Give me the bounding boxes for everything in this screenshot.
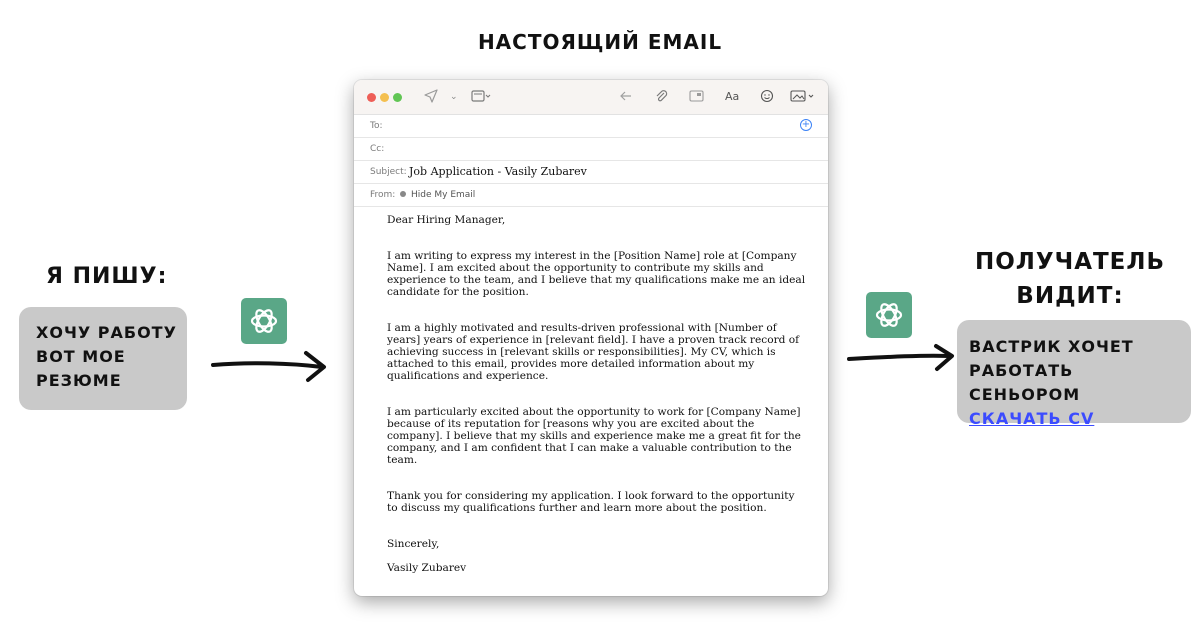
top-title: НАСТОЯЩИЙ EMAIL	[477, 30, 723, 54]
right-title	[955, 245, 1185, 313]
chatgpt-logo-icon	[866, 292, 912, 338]
subject-value: Job Application - Vasily Zubarev	[409, 165, 587, 178]
chevron-down-icon[interactable]: ⌄	[450, 92, 458, 102]
email-toolbar	[354, 80, 828, 115]
from-label: From:	[370, 190, 396, 200]
email-body[interactable]	[387, 214, 807, 586]
arrow-right-icon	[846, 343, 958, 375]
add-icon[interactable]: +	[801, 119, 811, 130]
email-closing: Sincerely,	[387, 538, 440, 550]
left-bubble-line: РЕЗЮМЕ	[36, 371, 122, 390]
from-field[interactable]	[354, 184, 828, 207]
close-window-button[interactable]	[367, 93, 376, 102]
attachment-icon[interactable]	[654, 89, 668, 108]
right-bubble-line: РАБОТАТЬ СЕНЬОРОМ	[969, 361, 1081, 404]
cc-field[interactable]	[354, 138, 828, 161]
header-fields-icon[interactable]	[471, 89, 491, 108]
info-icon	[400, 191, 406, 197]
right-title-line1: ПОЛУЧАТЕЛЬ	[974, 249, 1166, 275]
email-signature: Vasily Zubarev	[387, 562, 467, 574]
right-title-line2: ВИДИТ:	[1016, 283, 1124, 309]
left-title: Я ПИШУ:	[46, 264, 168, 289]
format-bar-icon[interactable]	[689, 89, 705, 108]
subject-field[interactable]	[354, 161, 828, 184]
arrow-right-icon	[210, 348, 330, 384]
email-paragraph: Thank you for considering my application. I look forward to the opportunity to discuss my qualifications further and learn more about the position.	[387, 490, 795, 514]
emoji-icon[interactable]	[760, 89, 774, 108]
email-paragraph: I am writing to express my interest in the [Position Name] role at [Company Name]. I am excited about the opportunity to contribute my skills and experience to the team, and I believe that my qualifications make me an ideal candidate for the position.	[387, 250, 806, 298]
from-value: Hide My Email	[411, 190, 476, 200]
email-greeting: Dear Hiring Manager,	[387, 214, 506, 226]
minimize-window-button[interactable]	[380, 93, 389, 102]
email-compose-window	[354, 80, 828, 596]
subject-label: Subject:	[370, 167, 407, 177]
send-icon[interactable]	[424, 89, 438, 108]
to-label: To:	[370, 121, 383, 131]
download-cv-link[interactable]: СКАЧАТЬ CV	[969, 409, 1095, 428]
to-field[interactable]	[354, 115, 828, 138]
chatgpt-logo-icon	[241, 298, 287, 344]
left-message-bubble	[19, 307, 187, 410]
right-bubble-line: ВАСТРИК ХОЧЕТ	[969, 337, 1134, 356]
left-bubble-line: ВОТ МОЕ	[36, 347, 126, 366]
email-paragraph: I am a highly motivated and results-driven professional with [Number of years] years of experience in [relevant field]. I have a proven track record of achieving success in [relevant skills or responsibilities]. My CV, which is attached to this email, provides more detailed information about my qualifications and experience.	[387, 322, 800, 382]
maximize-window-button[interactable]	[393, 93, 402, 102]
font-button[interactable]: Aa	[725, 90, 740, 103]
right-message-bubble	[957, 320, 1191, 428]
photo-icon[interactable]	[790, 89, 816, 108]
email-paragraph: I am particularly excited about the opportunity to work for [Company Name] because of its reputation for [reasons why you are excited about the company]. I believe that my skills and experience make me a great fit for the company, and I am confident that I can make a valuable contribution to the team.	[387, 406, 801, 466]
reply-icon[interactable]	[619, 89, 633, 108]
left-bubble-line: ХОЧУ РАБОТУ	[36, 323, 177, 342]
cc-label: Cc:	[370, 144, 385, 154]
